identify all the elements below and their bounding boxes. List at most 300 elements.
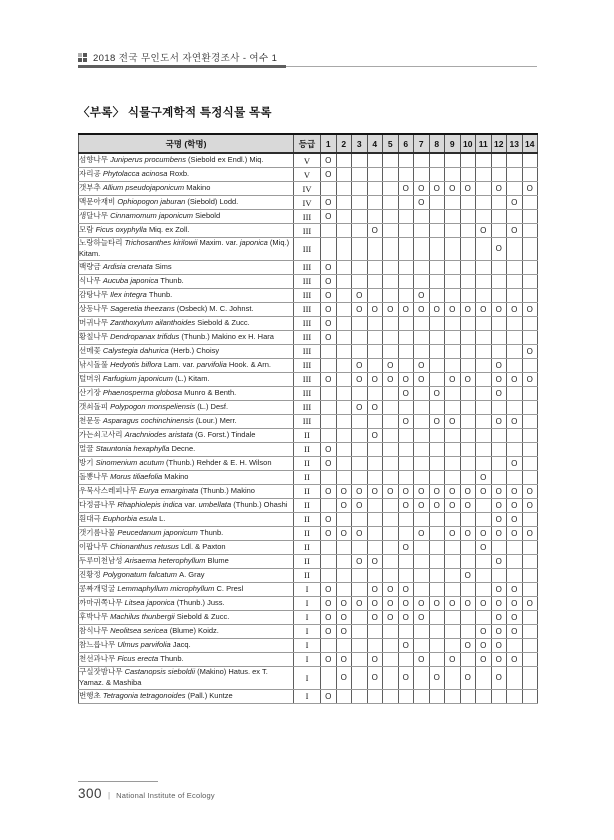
- site-9-mark: [445, 470, 461, 484]
- site-3-mark: [352, 386, 368, 400]
- col-header-site-1: 1: [321, 134, 337, 153]
- site-4-mark: [367, 624, 383, 638]
- site-5-mark: [383, 689, 399, 703]
- site-2-mark: [336, 582, 352, 596]
- site-3-mark: [352, 153, 368, 168]
- site-13-mark: [507, 689, 523, 703]
- site-4-mark: [367, 288, 383, 302]
- site-9-mark: [445, 442, 461, 456]
- site-11-mark: [476, 568, 492, 582]
- site-11-mark: [476, 554, 492, 568]
- name-part: Siebold & Zucc.: [176, 611, 230, 621]
- species-name: [79, 428, 294, 442]
- site-14-mark: O: [522, 344, 538, 358]
- site-6-mark: [398, 274, 414, 288]
- site-11-mark: [476, 386, 492, 400]
- site-11-mark: O: [476, 484, 492, 498]
- site-6-mark: O: [398, 582, 414, 596]
- site-4-mark: [367, 568, 383, 582]
- site-8-mark: [429, 582, 445, 596]
- table-row: [79, 344, 538, 358]
- name-part: Blume: [207, 555, 229, 565]
- site-1-mark: O: [321, 484, 337, 498]
- site-11-mark: [476, 182, 492, 196]
- site-10-mark: [460, 652, 476, 666]
- site-1-mark: O: [321, 302, 337, 316]
- site-7-mark: [414, 638, 430, 652]
- site-2-mark: [336, 238, 352, 261]
- scientific-name-part: Calystegia dahurica: [102, 345, 171, 355]
- site-11-mark: O: [476, 624, 492, 638]
- name-part: 자리공: [79, 169, 103, 179]
- col-header-site-2: 2: [336, 134, 352, 153]
- site-7-mark: [414, 168, 430, 182]
- site-14-mark: [522, 624, 538, 638]
- site-11-mark: O: [476, 638, 492, 652]
- site-8-mark: O: [429, 666, 445, 689]
- site-8-mark: O: [429, 302, 445, 316]
- table-row: [79, 238, 538, 261]
- table-row: [79, 568, 538, 582]
- name-part: Makino: [164, 471, 189, 481]
- site-2-mark: [336, 400, 352, 414]
- site-10-mark: [460, 238, 476, 261]
- site-11-mark: [476, 153, 492, 168]
- site-11-mark: [476, 582, 492, 596]
- site-2-mark: [336, 428, 352, 442]
- table-row: [79, 512, 538, 526]
- site-14-mark: O: [522, 182, 538, 196]
- col-header-site-12: 12: [491, 134, 507, 153]
- site-6-mark: O: [398, 372, 414, 386]
- site-14-mark: [522, 153, 538, 168]
- site-5-mark: O: [383, 372, 399, 386]
- table-row: [79, 414, 538, 428]
- species-name: [79, 316, 294, 330]
- site-9-mark: [445, 168, 461, 182]
- name-part: Sims: [154, 261, 172, 271]
- site-12-mark: [491, 442, 507, 456]
- site-5-mark: [383, 540, 399, 554]
- site-6-mark: [398, 316, 414, 330]
- site-12-mark: O: [491, 182, 507, 196]
- site-6-mark: [398, 568, 414, 582]
- name-part: (Makino) Hatus. ex T. Yamaz. & Mashiba: [79, 666, 268, 687]
- site-12-mark: O: [491, 554, 507, 568]
- site-2-mark: [336, 358, 352, 372]
- site-1-mark: O: [321, 316, 337, 330]
- site-12-mark: [491, 210, 507, 224]
- table-row: [79, 689, 538, 703]
- site-2-mark: O: [336, 596, 352, 610]
- site-6-mark: [398, 210, 414, 224]
- site-11-mark: [476, 274, 492, 288]
- site-1-mark: [321, 344, 337, 358]
- site-5-mark: [383, 400, 399, 414]
- site-8-mark: [429, 358, 445, 372]
- site-12-mark: [491, 400, 507, 414]
- name-part: 갯쇠돌피: [79, 401, 111, 411]
- name-part: Lam. var.: [163, 359, 197, 369]
- species-name: [79, 638, 294, 652]
- site-9-mark: [445, 554, 461, 568]
- table-row: [79, 526, 538, 540]
- site-2-mark: [336, 512, 352, 526]
- site-11-mark: [476, 168, 492, 182]
- site-11-mark: O: [476, 526, 492, 540]
- site-12-mark: O: [491, 526, 507, 540]
- site-14-mark: O: [522, 484, 538, 498]
- site-3-mark: [352, 316, 368, 330]
- name-part: 번행초: [79, 690, 103, 700]
- name-part: 선메꽃: [79, 345, 103, 355]
- site-13-mark: [507, 153, 523, 168]
- site-3-mark: [352, 168, 368, 182]
- site-11-mark: O: [476, 596, 492, 610]
- site-3-mark: O: [352, 288, 368, 302]
- site-11-mark: [476, 344, 492, 358]
- site-9-mark: [445, 358, 461, 372]
- site-12-mark: [491, 470, 507, 484]
- site-2-mark: O: [336, 666, 352, 689]
- site-7-mark: O: [414, 196, 430, 210]
- site-12-mark: [491, 540, 507, 554]
- site-2-mark: O: [336, 610, 352, 624]
- site-5-mark: O: [383, 358, 399, 372]
- site-6-mark: [398, 624, 414, 638]
- site-11-mark: O: [476, 302, 492, 316]
- site-10-mark: O: [460, 182, 476, 196]
- site-9-mark: [445, 456, 461, 470]
- site-13-mark: O: [507, 196, 523, 210]
- site-6-mark: [398, 456, 414, 470]
- site-13-mark: O: [507, 512, 523, 526]
- grade-value: II: [294, 428, 321, 442]
- name-part: A. Gray: [179, 569, 205, 579]
- species-name: [79, 153, 294, 168]
- name-part: (Osbeck) M. C. Johnst.: [176, 303, 254, 313]
- site-1-mark: O: [321, 512, 337, 526]
- site-7-mark: [414, 153, 430, 168]
- site-9-mark: [445, 689, 461, 703]
- site-12-mark: [491, 260, 507, 274]
- species-name: [79, 400, 294, 414]
- site-10-mark: [460, 610, 476, 624]
- site-12-mark: O: [491, 596, 507, 610]
- col-header-site-4: 4: [367, 134, 383, 153]
- grade-value: III: [294, 386, 321, 400]
- site-7-mark: O: [414, 484, 430, 498]
- site-12-mark: O: [491, 638, 507, 652]
- site-13-mark: [507, 358, 523, 372]
- site-8-mark: [429, 274, 445, 288]
- site-1-mark: [321, 414, 337, 428]
- site-13-mark: [507, 554, 523, 568]
- name-part: (Thunb.) Makino: [200, 485, 255, 495]
- site-14-mark: [522, 316, 538, 330]
- name-part: var.: [184, 499, 199, 509]
- scientific-name-part: Ilex integra: [110, 289, 149, 299]
- footer-rule: [78, 781, 158, 782]
- site-10-mark: [460, 153, 476, 168]
- table-row: [79, 400, 538, 414]
- site-3-mark: [352, 224, 368, 238]
- site-13-mark: [507, 288, 523, 302]
- name-part: Thunb.: [160, 275, 184, 285]
- name-part: 감탕나무: [79, 289, 111, 299]
- site-9-mark: [445, 210, 461, 224]
- site-10-mark: [460, 554, 476, 568]
- site-2-mark: [336, 288, 352, 302]
- species-name: [79, 238, 294, 261]
- site-14-mark: [522, 582, 538, 596]
- site-1-mark: O: [321, 196, 337, 210]
- species-name: [79, 386, 294, 400]
- site-4-mark: [367, 456, 383, 470]
- scientific-name-part: Ulmus parvifolia: [117, 639, 173, 649]
- site-13-mark: [507, 210, 523, 224]
- site-8-mark: [429, 428, 445, 442]
- site-6-mark: [398, 512, 414, 526]
- name-part: 흰대극: [79, 513, 103, 523]
- site-5-mark: [383, 288, 399, 302]
- site-7-mark: [414, 238, 430, 261]
- name-part: 방기: [79, 457, 96, 467]
- site-10-mark: [460, 344, 476, 358]
- site-1-mark: [321, 470, 337, 484]
- grade-value: III: [294, 210, 321, 224]
- name-part: Miq. ex Zoll.: [148, 225, 190, 235]
- site-8-mark: [429, 316, 445, 330]
- site-2-mark: [336, 386, 352, 400]
- table-row: [79, 316, 538, 330]
- site-6-mark: [398, 554, 414, 568]
- scientific-name-part: Polygonatum falcatum: [102, 569, 180, 579]
- site-14-mark: O: [522, 596, 538, 610]
- scientific-name-part: Ardisia crenata: [102, 261, 155, 271]
- name-part: Thunb.: [148, 289, 173, 299]
- site-13-mark: O: [507, 302, 523, 316]
- site-11-mark: [476, 288, 492, 302]
- site-5-mark: O: [383, 582, 399, 596]
- site-6-mark: O: [398, 638, 414, 652]
- site-6-mark: [398, 238, 414, 261]
- site-5-mark: [383, 638, 399, 652]
- species-name: [79, 554, 294, 568]
- species-name: [79, 568, 294, 582]
- species-name: [79, 182, 294, 196]
- species-name: [79, 274, 294, 288]
- site-5-mark: O: [383, 302, 399, 316]
- site-9-mark: O: [445, 302, 461, 316]
- site-7-mark: O: [414, 288, 430, 302]
- site-10-mark: [460, 624, 476, 638]
- site-3-mark: [352, 196, 368, 210]
- site-10-mark: O: [460, 666, 476, 689]
- site-8-mark: [429, 568, 445, 582]
- grade-value: V: [294, 168, 321, 182]
- site-3-mark: [352, 414, 368, 428]
- name-part: 갯기름나물: [79, 527, 118, 537]
- site-5-mark: [383, 344, 399, 358]
- species-name: [79, 442, 294, 456]
- name-part: Thunb.: [160, 653, 184, 663]
- grade-value: III: [294, 372, 321, 386]
- site-2-mark: O: [336, 498, 352, 512]
- site-2-mark: [336, 344, 352, 358]
- site-5-mark: [383, 652, 399, 666]
- name-part: Maxim. var.: [199, 238, 240, 247]
- site-5-mark: O: [383, 610, 399, 624]
- site-14-mark: [522, 358, 538, 372]
- site-4-mark: O: [367, 582, 383, 596]
- table-row: [79, 386, 538, 400]
- site-1-mark: [321, 666, 337, 689]
- grade-value: II: [294, 512, 321, 526]
- site-6-mark: [398, 288, 414, 302]
- header-rule: [78, 65, 537, 69]
- species-name: [79, 344, 294, 358]
- site-6-mark: O: [398, 386, 414, 400]
- site-7-mark: [414, 666, 430, 689]
- site-11-mark: [476, 512, 492, 526]
- site-7-mark: [414, 540, 430, 554]
- site-11-mark: [476, 428, 492, 442]
- grade-value: III: [294, 358, 321, 372]
- species-name: [79, 288, 294, 302]
- name-part: 진황정: [79, 569, 103, 579]
- site-4-mark: O: [367, 224, 383, 238]
- site-6-mark: [398, 224, 414, 238]
- site-1-mark: O: [321, 582, 337, 596]
- site-11-mark: [476, 610, 492, 624]
- col-header-site-3: 3: [352, 134, 368, 153]
- site-8-mark: [429, 372, 445, 386]
- site-7-mark: [414, 316, 430, 330]
- site-5-mark: [383, 153, 399, 168]
- site-8-mark: [429, 689, 445, 703]
- site-9-mark: [445, 316, 461, 330]
- col-header-site-11: 11: [476, 134, 492, 153]
- site-4-mark: [367, 358, 383, 372]
- site-3-mark: O: [352, 372, 368, 386]
- name-part: 맥문아재비: [79, 197, 118, 207]
- grade-value: II: [294, 442, 321, 456]
- site-13-mark: [507, 238, 523, 261]
- site-11-mark: [476, 456, 492, 470]
- site-4-mark: [367, 316, 383, 330]
- site-4-mark: [367, 540, 383, 554]
- site-14-mark: [522, 400, 538, 414]
- table-row: [79, 470, 538, 484]
- name-part: L.: [159, 513, 166, 523]
- species-name: [79, 610, 294, 624]
- species-name: [79, 526, 294, 540]
- table-row: [79, 666, 538, 689]
- site-10-mark: O: [460, 302, 476, 316]
- site-3-mark: [352, 689, 368, 703]
- site-6-mark: [398, 442, 414, 456]
- header-row: [79, 134, 538, 153]
- name-part: 생달나무: [79, 211, 111, 221]
- site-2-mark: [336, 330, 352, 344]
- grade-value: I: [294, 666, 321, 689]
- site-8-mark: [429, 652, 445, 666]
- site-8-mark: O: [429, 386, 445, 400]
- table-row: [79, 302, 538, 316]
- species-name: [79, 512, 294, 526]
- site-5-mark: [383, 666, 399, 689]
- grade-value: III: [294, 414, 321, 428]
- grade-value: I: [294, 610, 321, 624]
- site-6-mark: [398, 330, 414, 344]
- site-1-mark: [321, 638, 337, 652]
- section-title: 〈부록〉 식물구계학적 특정식물 목록: [78, 107, 272, 119]
- site-12-mark: O: [491, 666, 507, 689]
- scientific-name-part: Arisaema heterophyllum: [124, 555, 208, 565]
- table-row: [79, 224, 538, 238]
- site-5-mark: [383, 568, 399, 582]
- site-13-mark: O: [507, 582, 523, 596]
- site-8-mark: [429, 224, 445, 238]
- site-7-mark: [414, 512, 430, 526]
- site-14-mark: O: [522, 372, 538, 386]
- site-8-mark: O: [429, 414, 445, 428]
- site-7-mark: [414, 344, 430, 358]
- site-5-mark: [383, 512, 399, 526]
- grade-value: III: [294, 274, 321, 288]
- site-5-mark: [383, 428, 399, 442]
- site-14-mark: [522, 330, 538, 344]
- table-row: [79, 210, 538, 224]
- site-10-mark: [460, 512, 476, 526]
- site-13-mark: [507, 666, 523, 689]
- site-12-mark: [491, 428, 507, 442]
- grade-value: II: [294, 456, 321, 470]
- scientific-name-part: Machilus thunbergii: [110, 611, 177, 621]
- name-part: 구실잣밤나무: [79, 666, 125, 676]
- table-row: [79, 624, 538, 638]
- site-10-mark: [460, 210, 476, 224]
- name-part: (Blume) Koidz.: [169, 625, 219, 635]
- site-2-mark: [336, 316, 352, 330]
- site-3-mark: [352, 582, 368, 596]
- site-14-mark: [522, 386, 538, 400]
- name-part: 모람: [79, 225, 96, 235]
- site-10-mark: [460, 540, 476, 554]
- site-7-mark: [414, 224, 430, 238]
- scientific-name-part: Ficus erecta: [117, 653, 161, 663]
- site-14-mark: [522, 196, 538, 210]
- site-11-mark: [476, 689, 492, 703]
- site-7-mark: O: [414, 652, 430, 666]
- site-4-mark: [367, 638, 383, 652]
- site-12-mark: O: [491, 238, 507, 261]
- site-13-mark: O: [507, 652, 523, 666]
- site-4-mark: [367, 689, 383, 703]
- site-12-mark: [491, 288, 507, 302]
- site-7-mark: [414, 210, 430, 224]
- name-part: 멀꿀: [79, 443, 96, 453]
- site-3-mark: [352, 512, 368, 526]
- footer-organization: National Institute of Ecology: [116, 791, 215, 800]
- site-13-mark: [507, 330, 523, 344]
- site-6-mark: [398, 153, 414, 168]
- col-header-site-13: 13: [507, 134, 523, 153]
- site-4-mark: [367, 498, 383, 512]
- site-9-mark: O: [445, 414, 461, 428]
- site-1-mark: O: [321, 210, 337, 224]
